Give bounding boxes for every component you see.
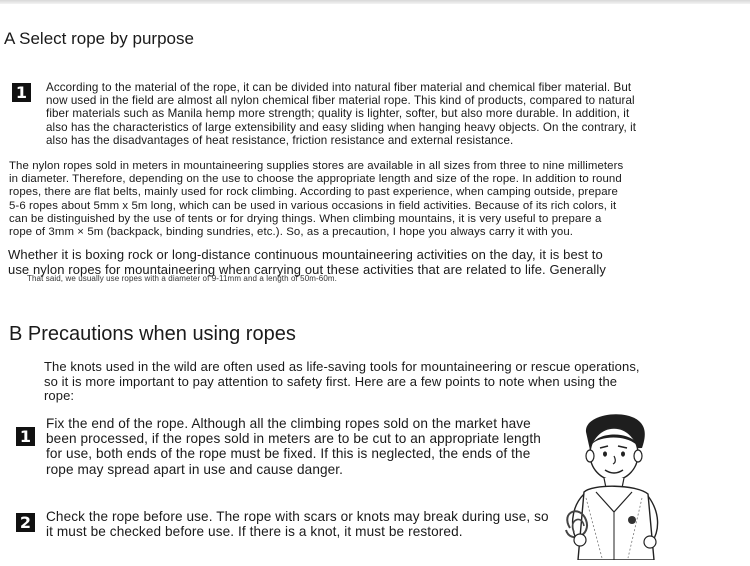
section-a-footnote: That said, we usually use ropes with a diameter of 9-11mm and a length of 50m-60m. bbox=[27, 274, 337, 283]
item-number-badge: 2 bbox=[16, 513, 35, 532]
section-a-paragraph1: The nylon ropes sold in meters in mountaineering supplies stores are available in all sizes from three to nine millimeters in diameter. Therefore, depending on the use to choose the appropriate length and size of the rope. In addition to round ropes, there are flat belts, mainly used for rock climbing. According to past experience, when camping outside, prepare 5-6 ropes about 5mm x 5m long, which can be used in various occasions in field activities. Because of its rich colors, it can be distinguished by the use of tents or for drying things. When climbing mountains, it is very useful to prepare a rope of 3mm × 5m (backpack, binding sundries, etc.). So, as a precaution, I hope you always carry it with you. bbox=[9, 160, 624, 239]
item-number-badge: 1 bbox=[12, 83, 31, 102]
top-border bbox=[0, 0, 750, 4]
section-b-item2-text: Check the rope before use. The rope with scars or knots may break during use, so it must be checked before use. If there is a knot, it must be restored. bbox=[46, 509, 549, 540]
section-b-intro: The knots used in the wild are often used as life-saving tools for mountaineering or rescue operations, so it is more important to pay attention to safety first. Here are a few points to note when using the rope: bbox=[44, 359, 640, 403]
section-a-heading: A Select rope by purpose bbox=[4, 29, 194, 48]
section-a-paragraph2: Whether it is boxing rock or long-distance continuous mountaineering activities on the day, it is best to use nylon ropes for mountaineering when carrying out these activities that are related to life. Generally bbox=[8, 247, 606, 277]
climber-illustration bbox=[556, 408, 676, 560]
item-number-badge: 1 bbox=[16, 427, 35, 446]
section-b-item1-text: Fix the end of the rope. Although all the climbing ropes sold on the market have been processed, if the ropes sold in meters are to be cut to an appropriate length for use, both ends of the rope must be fixed. If this is neglected, the ends of the rope may spread apart in use and cause danger. bbox=[46, 416, 541, 477]
section-b-heading: B Precautions when using ropes bbox=[9, 323, 296, 345]
section-a-item1-text: According to the material of the rope, it can be divided into natural fiber material and chemical fiber material. But now used in the field are almost all nylon chemical fiber material rope. This kind of products, compared to natural fiber materials such as Manila hemp more strength; quality is lighter, softer, but also more durable. In addition, it also has the characteristics of large extensibility and easy sliding when hanging heavy objects. On the contrary, it also has the disadvantages of heat resistance, friction resistance and external resistance. bbox=[46, 81, 637, 147]
